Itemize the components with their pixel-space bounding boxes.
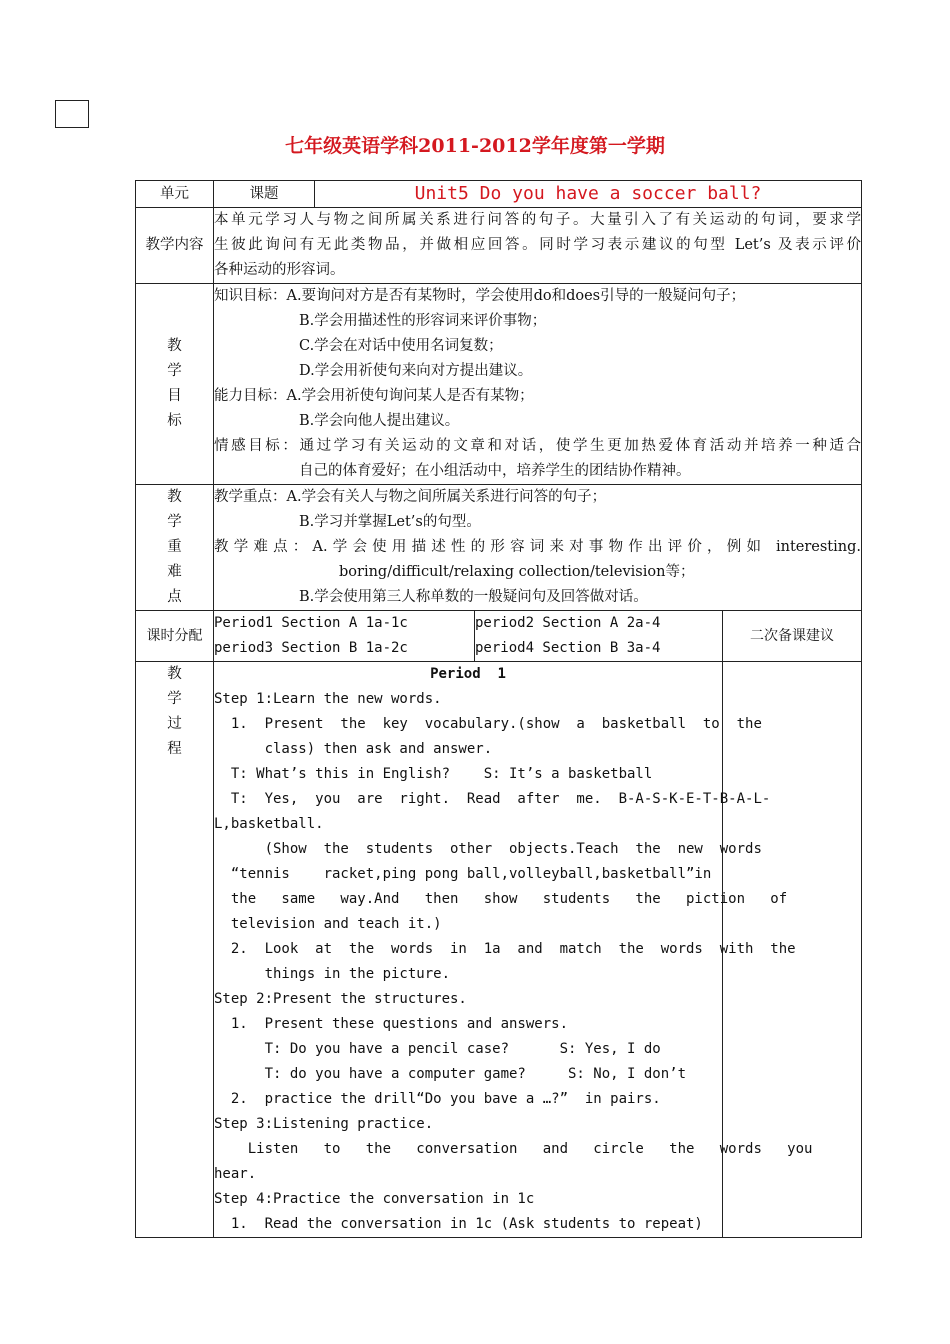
process-line: T: Do you have a pencil case? S: Yes, I do [214, 1041, 661, 1057]
label-char: 程 [167, 741, 182, 757]
process-line: Step 2:Present the structures. [214, 991, 467, 1007]
process-line: L,basketball. [214, 816, 324, 832]
goal-line: 知识目标：A.要询问对方是否有某物时，学会使用do和does引导的一般疑问句子； [214, 288, 746, 304]
content-line: 本单元学习人与物之间所属关系进行问答的句子。大量引入了有关运动的句词，要求学 [214, 212, 862, 228]
process-line: Step 4:Practice the conversation in 1c [214, 1191, 535, 1207]
process-line: T: do you have a computer game? S: No, I don’t [214, 1066, 687, 1082]
goal-line: B.学会向他人提出建议。 [299, 413, 460, 429]
keypoint-line: boring/difficult/relaxing collection/television等； [339, 564, 695, 580]
process-line: 1. Present these questions and answers. [214, 1016, 569, 1032]
content-line: 各种运动的形容词。 [214, 262, 345, 278]
goal-line: D.学会用祈使句来向对方提出建议。 [299, 363, 533, 379]
process-line: Step 1:Learn the new words. [214, 691, 442, 707]
topic-label: 课题 [214, 181, 315, 208]
key-points-row [136, 485, 862, 611]
teaching-content-row [136, 208, 862, 284]
period-entry: period4 Section B 3a-4 [475, 640, 661, 656]
process-line: television and teach it.) [214, 916, 442, 932]
keypoint-line: 教学难点：A.学会使用描述性的形容词来对事物作出评价，例如 interesting. [214, 539, 862, 555]
teaching-goals-label [136, 284, 214, 485]
label-char: 学 [167, 363, 182, 379]
label-char: 教 [167, 338, 182, 354]
keypoint-line: 教学重点：A.学会有关人与物之间所属关系进行问答的句子； [214, 489, 607, 505]
schedule-periods-right [475, 611, 723, 662]
goal-line: 情感目标：通过学习有关运动的文章和对话，使学生更加热爱体育活动并培养一种适合 [214, 438, 862, 454]
period-entry: Period1 Section A 1a-1c [214, 615, 408, 631]
goal-line: C.学会在对话中使用名词复数； [299, 338, 503, 354]
teaching-process-label [136, 662, 214, 1238]
process-line: the same way.And then show students the piction of [214, 891, 788, 907]
label-char: 重 [167, 539, 182, 555]
teaching-process-row [136, 662, 862, 1238]
period-entry: period2 Section A 2a-4 [475, 615, 661, 631]
period-entry: period3 Section B 1a-2c [214, 640, 408, 656]
teaching-goals-text [214, 284, 862, 485]
label-char: 教 [167, 666, 182, 682]
process-line: hear. [214, 1166, 257, 1182]
notes-header: 二次备课建议 [723, 611, 862, 662]
goal-line: B.学会用描述性的形容词来评价事物； [299, 313, 547, 329]
label-char: 难 [167, 564, 182, 580]
schedule-periods-left [214, 611, 475, 662]
teaching-process-text [214, 662, 813, 1238]
label-char: 点 [167, 589, 182, 605]
label-char: 学 [167, 691, 182, 707]
key-points-label [136, 485, 214, 611]
corner-checkbox-box [55, 100, 89, 128]
teaching-goals-row [136, 284, 862, 485]
process-line: “tennis racket,ping pong ball,volleyball,basketball”in [214, 866, 712, 882]
label-char: 过 [167, 716, 182, 732]
teaching-content-text [214, 208, 862, 284]
process-line: T: What’s this in English? S: It’s a basketball [214, 766, 653, 782]
goal-line: 能力目标：A.学会用祈使句询问某人是否有某物； [214, 388, 534, 404]
process-line: (Show the students other objects.Teach the new words [214, 841, 762, 857]
teaching-content-label: 教学内容 [136, 208, 214, 284]
process-line: Listen to the conversation and circle the words you [214, 1141, 813, 1157]
keypoint-line: B.学会使用第三人称单数的一般疑问句及回答做对话。 [299, 589, 648, 605]
key-points-text [214, 485, 862, 611]
label-char: 标 [167, 413, 182, 429]
lesson-plan-table [135, 180, 862, 1238]
process-line: 1. Read the conversation in 1c (Ask students to repeat) [214, 1216, 703, 1232]
goal-line: 自己的体育爱好；在小组活动中，培养学生的团结协作精神。 [299, 463, 691, 479]
schedule-row [136, 611, 862, 662]
process-line: things in the picture. [214, 966, 451, 982]
process-line: 2. practice the drill“Do you bave a …?” in pairs. [214, 1091, 661, 1107]
keypoint-line: B.学习并掌握Let’s的句型。 [299, 514, 481, 530]
process-line: Step 3:Listening practice. [214, 1116, 434, 1132]
label-char: 教 [167, 489, 182, 505]
unit-title: Unit5 Do you have a soccer ball? [315, 181, 862, 208]
label-char: 学 [167, 514, 182, 530]
process-line: 2. Look at the words in 1a and match the words with the [214, 941, 796, 957]
unit-label: 单元 [136, 181, 214, 208]
process-line: T: Yes, you are right. Read after me. B-A-S-K-E-T-B-A-L- [214, 791, 771, 807]
schedule-label: 课时分配 [136, 611, 214, 662]
label-char: 目 [167, 388, 182, 404]
process-line: class) then ask and answer. [214, 741, 493, 757]
period-heading: Period 1 [430, 666, 506, 682]
process-line: 1. Present the key vocabulary.(show a basketball to the [214, 716, 762, 732]
header-row [136, 181, 862, 208]
document-title: 七年级英语学科2011-2012学年度第一学期 [285, 135, 665, 157]
content-line: 生彼此询问有无此类物品，并做相应回答。同时学习表示建议的句型 Let’s 及表示评价 [214, 237, 862, 253]
